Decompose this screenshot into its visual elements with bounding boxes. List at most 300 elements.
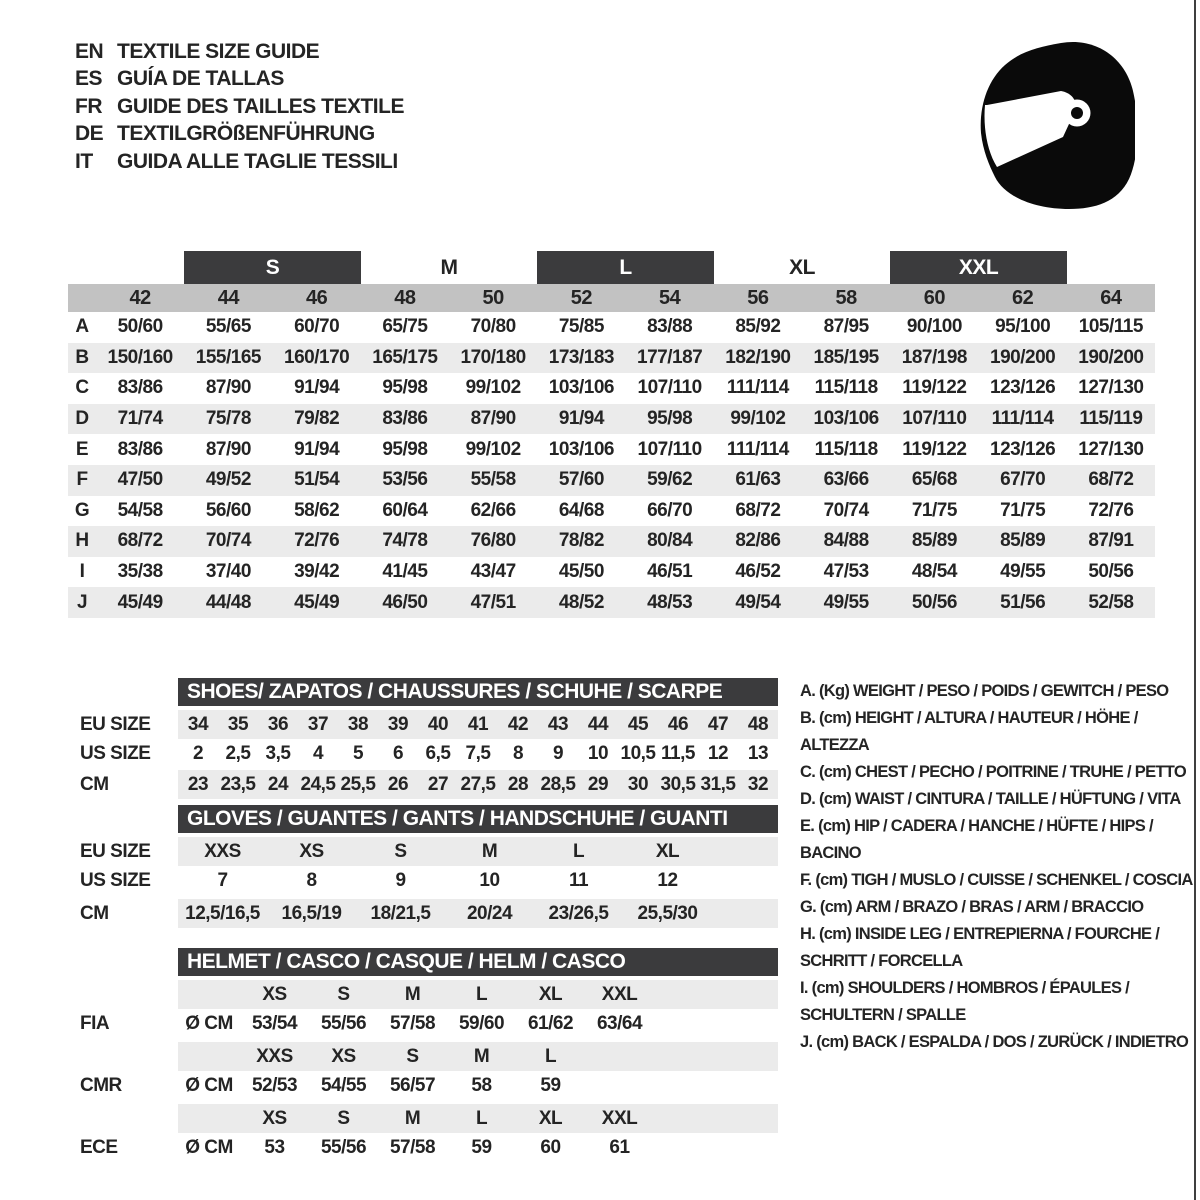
shoe-value: 43 <box>547 713 569 735</box>
legend-item: E. (cm) HIP / CADERA / HANCHE / HÜFTE / HIPS / BACINO <box>800 817 1153 862</box>
legend-item: J. (cm) BACK / ESPALDA / DOS / ZURÜCK / INDIETRO <box>800 1033 1189 1051</box>
measurement-value: 119/122 <box>902 377 967 399</box>
shoe-value: 40 <box>427 713 449 735</box>
measurement-value: 47/51 <box>470 591 516 613</box>
glove-row <box>178 866 778 895</box>
glove-value: 20/24 <box>466 902 513 924</box>
measurement-value: 111/114 <box>991 408 1054 430</box>
shoe-value: 9 <box>552 742 564 764</box>
helmet-size-row <box>178 1104 778 1133</box>
measurement-value: 99/102 <box>465 377 521 399</box>
helmet-value-row <box>178 1071 778 1100</box>
shoe-value: 24 <box>267 773 289 795</box>
size-number: 54 <box>659 286 681 309</box>
measurement-value: 85/89 <box>1000 530 1046 552</box>
size-number: 46 <box>306 286 328 309</box>
size-number: 42 <box>129 286 151 309</box>
glove-value: 11 <box>568 869 589 891</box>
measurement-value: 160/170 <box>284 346 350 368</box>
helmet-value-row <box>178 1133 778 1162</box>
helmet-size-label: S <box>337 1107 350 1129</box>
helmet-circumference-value: 56/57 <box>389 1074 436 1096</box>
helmet-circumference-value: 58 <box>471 1074 492 1096</box>
shoe-value: 34 <box>187 713 209 735</box>
measurement-value: 103/106 <box>813 408 879 430</box>
helmet-size-row <box>178 980 778 1009</box>
right-edge-line <box>1194 0 1196 1200</box>
measurement-value: 95/98 <box>382 438 428 460</box>
shoe-value: 28 <box>507 773 529 795</box>
size-number: 56 <box>747 286 769 309</box>
measurement-value: 103/106 <box>548 438 614 460</box>
helmet-circumference-value: 57/58 <box>389 1136 436 1158</box>
helmet-unit-label: Ø CM <box>185 1136 233 1158</box>
measurement-value: 87/90 <box>205 377 251 399</box>
size-number: 48 <box>394 286 416 309</box>
measurement-value: 75/85 <box>558 316 604 338</box>
shoe-value: 6,5 <box>425 742 451 764</box>
shoe-value: 4 <box>312 742 324 764</box>
measurement-value: 56/60 <box>205 499 251 521</box>
measurement-value: 83/88 <box>647 316 693 338</box>
helmet-size-label: M <box>473 1045 490 1067</box>
legend-item: F. (cm) TIGH / MUSLO / CUISSE / SCHENKEL / COSCIA <box>800 871 1193 889</box>
shoe-value: 6 <box>392 742 404 764</box>
measurement-value: 74/78 <box>382 530 428 552</box>
shoe-value: 46 <box>667 713 689 735</box>
shoe-value: 48 <box>747 713 769 735</box>
measurement-value: 83/86 <box>117 438 163 460</box>
measurement-value: 48/52 <box>558 591 604 613</box>
helmet-size-label: M <box>404 983 421 1005</box>
measurement-row-g <box>68 496 1155 527</box>
measurement-value: 107/110 <box>637 438 702 460</box>
measurement-value: 87/91 <box>1088 530 1134 552</box>
language-title-text: TEXTILE SIZE GUIDE <box>117 39 320 63</box>
legend-item: B. (cm) HEIGHT / ALTURA / HAUTEUR / HÖHE / ALTEZZA <box>800 709 1138 754</box>
measurement-value: 187/198 <box>901 346 967 368</box>
measurement-value: 55/65 <box>205 316 251 338</box>
glove-value: 16,5/19 <box>281 902 342 924</box>
size-number-row <box>68 284 1155 312</box>
shoe-value: 36 <box>267 713 289 735</box>
shoe-row <box>178 770 778 799</box>
helmet-circumference-value: 59 <box>540 1074 561 1096</box>
row-label: E <box>75 438 89 460</box>
measurement-value: 70/80 <box>470 316 516 338</box>
size-number: 50 <box>482 286 504 309</box>
row-label: H <box>75 530 89 552</box>
measurement-value: 49/54 <box>735 591 781 613</box>
language-row <box>75 66 404 94</box>
shoe-value: 25,5 <box>340 773 376 795</box>
measurement-value: 99/102 <box>730 408 786 430</box>
shoe-value: 3,5 <box>265 742 291 764</box>
shoe-value: 5 <box>352 742 364 764</box>
shoe-value: 13 <box>747 742 769 764</box>
measurement-value: 50/56 <box>1088 561 1134 583</box>
helmet-size-label: S <box>337 983 350 1005</box>
measurement-value: 50/60 <box>117 316 163 338</box>
measurement-value: 90/100 <box>906 316 962 338</box>
shoe-value: 23,5 <box>220 773 256 795</box>
helmet-size-label: L <box>475 1107 488 1129</box>
helmet-circumference-value: 63/64 <box>596 1012 643 1034</box>
helmet-size-label: XXS <box>256 1045 293 1067</box>
measurement-value: 84/88 <box>823 530 869 552</box>
measurement-value: 52/58 <box>1088 591 1134 613</box>
measurement-value: 65/75 <box>382 316 428 338</box>
measurement-value: 123/126 <box>990 377 1056 399</box>
measurement-row-a <box>68 312 1155 343</box>
language-code: EN <box>75 39 104 63</box>
shoe-value: 38 <box>347 713 369 735</box>
measurement-value: 85/92 <box>735 316 781 338</box>
measurement-row-c <box>68 373 1155 404</box>
measurement-value: 51/56 <box>1000 591 1046 613</box>
measurement-value: 105/115 <box>1078 316 1143 338</box>
glove-value: 12,5/16,5 <box>185 902 260 924</box>
row-label: F <box>76 469 88 491</box>
shoe-value: 45 <box>627 713 649 735</box>
measurement-value: 50/56 <box>911 591 957 613</box>
size-group-l: L <box>537 251 714 284</box>
glove-value: 7 <box>217 869 228 891</box>
measurement-value: 115/118 <box>814 438 878 460</box>
shoe-row <box>178 739 778 768</box>
racing-helmet-icon <box>975 38 1135 210</box>
legend-item: C. (cm) CHEST / PECHO / POITRINE / TRUHE / PETTO <box>800 763 1186 781</box>
row-label: B <box>75 346 89 368</box>
shoe-value: 24,5 <box>300 773 336 795</box>
measurement-value: 182/190 <box>725 346 791 368</box>
glove-value: 12 <box>657 869 678 891</box>
measurement-value: 62/66 <box>470 499 516 521</box>
row-label: G <box>74 499 90 521</box>
measurement-value: 43/47 <box>470 561 516 583</box>
measurement-value: 44/48 <box>205 591 251 613</box>
shoe-value: 12 <box>707 742 729 764</box>
measurement-value: 155/165 <box>195 346 261 368</box>
helmet-size-label: XL <box>538 983 563 1005</box>
measurement-value: 190/200 <box>1078 346 1144 368</box>
helmet-circumference-value: 57/58 <box>389 1012 436 1034</box>
helmet-standard-label: CMR <box>80 1074 122 1096</box>
measurement-value: 127/130 <box>1078 377 1144 399</box>
measurement-value: 111/114 <box>726 377 789 399</box>
measurement-value: 48/53 <box>647 591 693 613</box>
shoe-value: 41 <box>467 713 489 735</box>
shoe-row-label: US SIZE <box>80 742 151 764</box>
main-table-body <box>68 312 1155 618</box>
glove-value: 18/21,5 <box>370 902 431 924</box>
language-row <box>75 93 404 121</box>
measurement-value: 165/175 <box>372 346 438 368</box>
measurement-value: 185/195 <box>813 346 879 368</box>
size-number: 64 <box>1100 286 1122 309</box>
measurement-value: 70/74 <box>205 530 251 552</box>
measurement-value: 68/72 <box>735 499 781 521</box>
measurement-value: 72/76 <box>1088 499 1134 521</box>
language-row <box>75 121 404 149</box>
size-group-m: M <box>440 255 458 279</box>
language-title-text: GUIDA ALLE TAGLIE TESSILI <box>117 149 398 173</box>
measurement-value: 170/180 <box>460 346 526 368</box>
measurement-value: 63/66 <box>823 469 869 491</box>
shoe-row <box>178 710 778 739</box>
measurement-value: 115/119 <box>1079 408 1143 430</box>
measurement-value: 123/126 <box>990 438 1056 460</box>
measurement-value: 85/89 <box>911 530 957 552</box>
glove-value: 25,5/30 <box>637 902 698 924</box>
language-row <box>75 38 404 66</box>
measurement-value: 46/50 <box>382 591 428 613</box>
helmet-value-row <box>178 1009 778 1038</box>
helmet-size-label: XS <box>262 1107 287 1129</box>
measurement-value: 49/55 <box>823 591 869 613</box>
language-row <box>75 148 404 176</box>
language-title-text: GUÍA DE TALLAS <box>117 67 284 91</box>
helmet-circumference-value: 55/56 <box>320 1012 367 1034</box>
measurement-value: 55/58 <box>470 469 516 491</box>
measurement-value: 68/72 <box>1088 469 1134 491</box>
helmet-size-label: XXL <box>601 1107 638 1129</box>
measurement-value: 60/70 <box>294 316 340 338</box>
measurement-value: 107/110 <box>902 408 967 430</box>
glove-value: XXS <box>204 840 241 862</box>
glove-value: M <box>481 840 498 862</box>
measurement-value: 91/94 <box>294 377 340 399</box>
helmet-size-label: XL <box>538 1107 563 1129</box>
measurement-value: 95/100 <box>995 316 1051 338</box>
measurement-value: 91/94 <box>558 408 604 430</box>
shoe-value: 32 <box>747 773 769 795</box>
measurement-value: 61/63 <box>735 469 781 491</box>
shoe-value: 29 <box>587 773 609 795</box>
glove-value: L <box>572 840 585 862</box>
shoe-value: 30,5 <box>660 773 696 795</box>
size-number: 58 <box>835 286 857 309</box>
glove-row-label: EU SIZE <box>80 840 151 862</box>
size-group-xl: XL <box>789 255 815 279</box>
measurement-value: 66/70 <box>647 499 693 521</box>
measurement-legend <box>800 678 1200 1056</box>
glove-row-label: CM <box>80 902 109 924</box>
language-code: FR <box>75 94 102 118</box>
size-number: 44 <box>217 286 239 309</box>
helmet-circumference-value: 61/62 <box>527 1012 574 1034</box>
language-title-list <box>75 38 404 176</box>
measurement-value: 78/82 <box>558 530 604 552</box>
legend-item: A. (Kg) WEIGHT / PESO / POIDS / GEWITCH / PESO <box>800 682 1169 700</box>
measurement-value: 46/52 <box>735 561 781 583</box>
measurement-value: 107/110 <box>637 377 702 399</box>
language-code: ES <box>75 67 103 91</box>
measurement-value: 49/52 <box>205 469 251 491</box>
main-size-table <box>68 251 1155 618</box>
measurement-value: 99/102 <box>465 438 521 460</box>
legend-item: I. (cm) SHOULDERS / HOMBROS / ÉPAULES / SCHULTERN / SPALLE <box>800 979 1130 1024</box>
helmet-size-label: M <box>404 1107 421 1129</box>
glove-value: XS <box>299 840 324 862</box>
helmet-size-label: XS <box>262 983 287 1005</box>
shoe-value: 2 <box>192 742 204 764</box>
measurement-row-j <box>68 587 1155 618</box>
measurement-value: 83/86 <box>382 408 428 430</box>
measurement-value: 190/200 <box>990 346 1056 368</box>
measurement-value: 80/84 <box>647 530 693 552</box>
gloves-title-bar: GLOVES / GUANTES / GANTS / HANDSCHUHE / GUANTI <box>178 805 778 833</box>
measurement-value: 87/90 <box>205 438 251 460</box>
helmet-size-row <box>178 1042 778 1071</box>
size-number: 60 <box>923 286 945 309</box>
measurement-value: 115/118 <box>814 377 878 399</box>
helmet-unit-label: Ø CM <box>185 1012 233 1034</box>
measurement-value: 39/42 <box>294 561 340 583</box>
helmet-circumference-value: 59 <box>471 1136 492 1158</box>
glove-value: 23/26,5 <box>548 902 609 924</box>
helmet-circumference-value: 52/53 <box>251 1074 298 1096</box>
measurement-value: 65/68 <box>911 469 957 491</box>
measurement-value: 70/74 <box>823 499 869 521</box>
helmet-standard-label: ECE <box>80 1136 118 1158</box>
helmet-standard-label: FIA <box>80 1012 110 1034</box>
shoe-row-label: EU SIZE <box>80 713 151 735</box>
racing-helmet-svg <box>975 38 1135 210</box>
row-label: J <box>76 591 88 613</box>
row-label: C <box>75 377 89 399</box>
shoe-value: 47 <box>707 713 729 735</box>
helmet-unit-label: Ø CM <box>185 1074 233 1096</box>
helmet-circumference-value: 61 <box>609 1136 630 1158</box>
measurement-value: 71/75 <box>911 499 957 521</box>
glove-row <box>178 837 778 866</box>
shoe-value: 28,5 <box>540 773 576 795</box>
measurement-value: 71/75 <box>1000 499 1046 521</box>
glove-value: S <box>394 840 407 862</box>
measurement-value: 91/94 <box>294 438 340 460</box>
row-label: I <box>79 561 85 583</box>
shoe-value: 44 <box>587 713 609 735</box>
helmet-circumference-value: 53/54 <box>251 1012 298 1034</box>
measurement-value: 83/86 <box>117 377 163 399</box>
shoe-value: 7,5 <box>465 742 491 764</box>
helmet-size-label: XXL <box>601 983 638 1005</box>
measurement-value: 72/76 <box>294 530 340 552</box>
measurement-value: 111/114 <box>726 438 789 460</box>
measurement-value: 45/50 <box>558 561 604 583</box>
measurement-value: 45/49 <box>294 591 340 613</box>
glove-value: XL <box>655 840 680 862</box>
shoe-value: 37 <box>307 713 329 735</box>
language-title-text: GUIDE DES TAILLES TEXTILE <box>117 94 404 118</box>
measurement-row-e <box>68 434 1155 465</box>
shoe-value: 2,5 <box>225 742 251 764</box>
glove-value: 10 <box>479 869 500 891</box>
shoe-value: 42 <box>507 713 529 735</box>
measurement-value: 47/50 <box>117 469 163 491</box>
measurement-value: 60/64 <box>382 499 428 521</box>
measurement-value: 41/45 <box>382 561 428 583</box>
helmet-size-label: L <box>544 1045 557 1067</box>
helmet-circumference-value: 55/56 <box>320 1136 367 1158</box>
measurement-row-f <box>68 465 1155 496</box>
shoe-value: 10,5 <box>620 742 656 764</box>
glove-value: 9 <box>395 869 406 891</box>
helmet-size-label: L <box>475 983 488 1005</box>
shoe-value: 23 <box>187 773 209 795</box>
measurement-value: 68/72 <box>117 530 163 552</box>
measurement-value: 67/70 <box>1000 469 1046 491</box>
row-label: D <box>75 408 89 430</box>
measurement-value: 57/60 <box>558 469 604 491</box>
shoe-value: 11,5 <box>661 742 695 764</box>
measurement-value: 103/106 <box>548 377 614 399</box>
legend-item: H. (cm) INSIDE LEG / ENTREPIERNA / FOURCHE / SCHRITT / FORCELLA <box>800 925 1160 970</box>
helmet-circumference-value: 60 <box>540 1136 561 1158</box>
language-code: IT <box>75 149 93 173</box>
row-label: A <box>75 316 89 338</box>
measurement-value: 45/49 <box>117 591 163 613</box>
measurement-value: 150/160 <box>107 346 173 368</box>
measurement-value: 51/54 <box>294 469 340 491</box>
shoe-row-label: CM <box>80 773 109 795</box>
language-title-text: TEXTILGRÖßENFÜHRUNG <box>117 122 375 146</box>
measurement-value: 64/68 <box>558 499 604 521</box>
legend-item: G. (cm) ARM / BRAZO / BRAS / ARM / BRACCIO <box>800 898 1144 916</box>
helmet-size-label: XS <box>331 1045 356 1067</box>
helmet-circumference-value: 53 <box>264 1136 285 1158</box>
measurement-value: 87/95 <box>823 316 869 338</box>
measurement-value: 76/80 <box>470 530 516 552</box>
measurement-value: 35/38 <box>117 561 163 583</box>
measurement-value: 47/53 <box>823 561 869 583</box>
shoe-value: 30 <box>627 773 649 795</box>
shoes-title-bar: SHOES/ ZAPATOS / CHAUSSURES / SCHUHE / SCARPE <box>178 678 778 706</box>
measurement-value: 173/183 <box>548 346 614 368</box>
measurement-value: 46/51 <box>647 561 693 583</box>
measurement-value: 87/90 <box>470 408 516 430</box>
measurement-row-h <box>68 526 1155 557</box>
shoe-value: 8 <box>512 742 524 764</box>
measurement-row-b <box>68 343 1155 374</box>
shoe-value: 27 <box>427 773 449 795</box>
legend-item: D. (cm) WAIST / CINTURA / TAILLE / HÜFTUNG / VITA <box>800 790 1181 808</box>
shoe-value: 35 <box>227 713 249 735</box>
helmet-size-label: S <box>406 1045 419 1067</box>
measurement-value: 177/187 <box>637 346 703 368</box>
shoe-value: 31,5 <box>700 773 736 795</box>
measurement-value: 127/130 <box>1078 438 1144 460</box>
helmet-circumference-value: 59/60 <box>458 1012 505 1034</box>
measurement-value: 71/74 <box>117 408 163 430</box>
size-group-s: S <box>184 251 361 284</box>
measurement-value: 37/40 <box>205 561 251 583</box>
measurement-value: 75/78 <box>205 408 251 430</box>
measurement-value: 59/62 <box>647 469 693 491</box>
helmet-table <box>178 948 778 1168</box>
shoe-value: 26 <box>387 773 409 795</box>
shoe-value: 27,5 <box>460 773 496 795</box>
glove-value: 8 <box>306 869 317 891</box>
glove-row <box>178 899 778 928</box>
size-group-xxl: XXL <box>890 251 1067 284</box>
size-number: 62 <box>1012 286 1034 309</box>
measurement-value: 95/98 <box>382 377 428 399</box>
measurement-value: 58/62 <box>294 499 340 521</box>
shoe-value: 10 <box>587 742 609 764</box>
helmet-title-bar: HELMET / CASCO / CASQUE / HELM / CASCO <box>178 948 778 976</box>
